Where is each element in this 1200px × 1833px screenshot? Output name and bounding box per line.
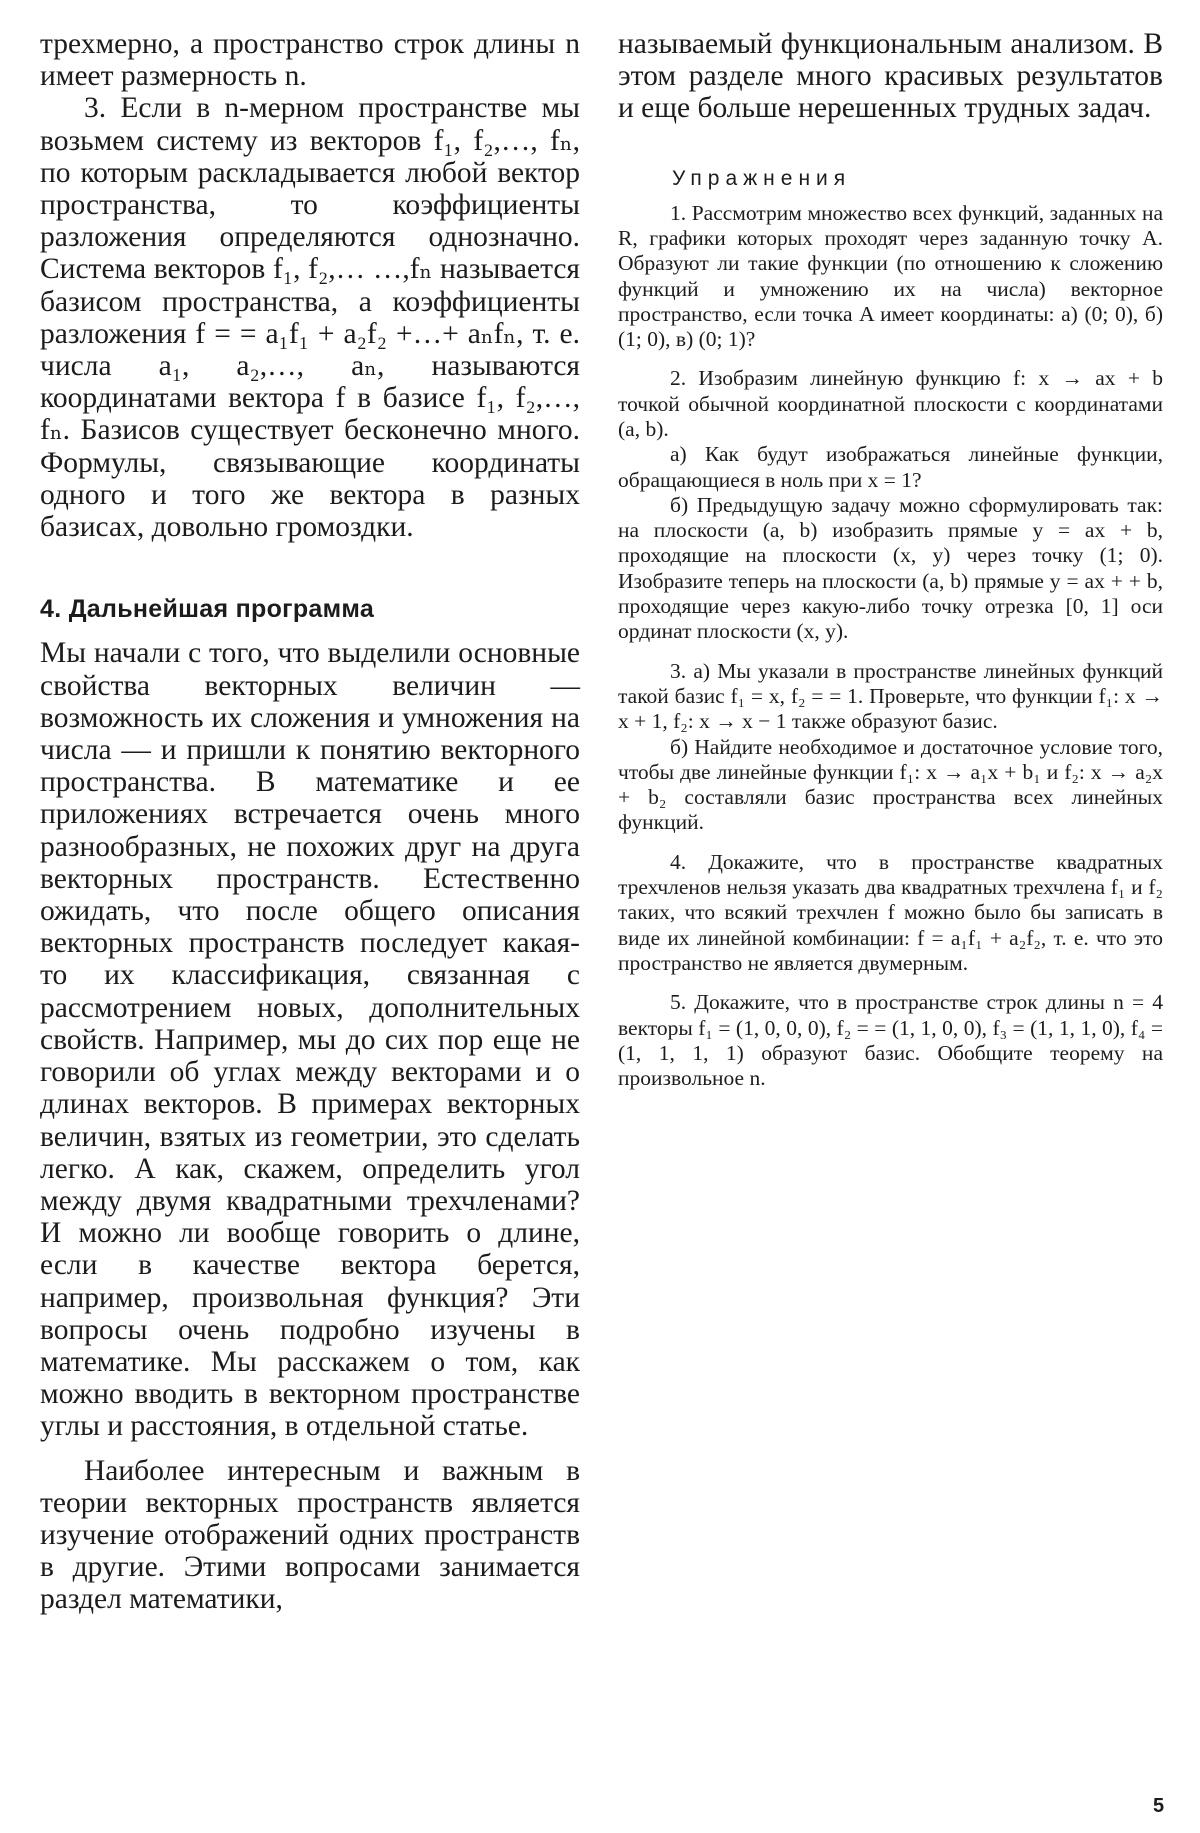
exercise-2b: б) Предыдущую задачу можно сформулировать так: на плоскости (a, b) изобразить прямые y = ax + b, проходящие на плоскости (x, y) через точку (1; 0). Изобразите теперь на плоскости (a, b) прямые y = ax + + b, проходящие через какую-либо точку отрезка [0, 1] оси ординат плоскости (x, y). (618, 492, 1163, 644)
left-column (40, 28, 580, 1616)
exercise-3a: 3. а) Мы указали в пространстве линейных функций такой базис f₁ = x, f₂ = = 1. Проверьте, что функции f₁: x → x + 1, f₂: x → x − 1 также образуют базис. (618, 658, 1163, 734)
right-column (618, 28, 1163, 1091)
exercise-2a: а) Как будут изображаться линейные функции, обращающиеся в ноль при x = 1? (618, 442, 1163, 492)
paragraph-basis: 3. Если в n-мерном пространстве мы возьмем систему из векторов f₁, f₂,…, fₙ, по которым раскладывается любой вектор пространства, то коэффициенты разложения определяются однозначно. Система векторов f₁, f₂,… …,fₙ называется базисом пространства, а коэффициенты разложения f = = a₁f₁ + a₂f₂ +…+ aₙfₙ, т. е. числа a₁, a₂,…, aₙ, называются координатами вектора f в базисе f₁, f₂,…, fₙ. Базисов существует бесконечно много. Формулы, связывающие координаты одного и того же вектора в разных базисах, довольно громоздки. (40, 92, 580, 544)
exercises-title: Упражнения (672, 166, 852, 190)
paragraph-mappings: Наиболее интересным и важным в теории векторных пространств является изучение отображений одних пространств в другие. Этими вопросами занимается раздел математики, (40, 1454, 580, 1616)
paragraph-dimension-end: трехмерно, а пространство строк длины n имеет размерность n. (40, 28, 580, 93)
exercise-2: 2. Изобразим линейную функцию f: x → ax + b точкой обычной координатной плоскости с координатами (a, b). (618, 366, 1163, 441)
page-number: 5 (1153, 1795, 1165, 1817)
exercise-4: 4. Докажите, что в пространстве квадратных трехчленов нельзя указать два квадратных трехчлена f₁ и f₂ таких, что всякий трехчлен f можно было бы записать в виде их линейной комбинации: f = a₁f₁ + a₂f₂, т. е. что это пространство не является двумерным. (618, 849, 1163, 975)
exercise-1: 1. Рассмотрим множество всех функций, заданных на R, графики которых проходят через заданную точку A. Образуют ли такие функции (по отношению к сложению функций и умножению их на числа) векторное пространство, если точка A имеет координаты: а) (0; 0), б) (1; 0), в) (0; 1)? (618, 200, 1163, 352)
exercise-3b: б) Найдите необходимое и достаточное условие того, чтобы две линейные функции f₁: x → a₁x + b₁ и f₂: x → a₂x + b₂ составляли базис пространства всех линейных функций. (618, 734, 1163, 835)
section-heading: 4. Дальнейшая программа (40, 595, 375, 624)
paragraph-functional-analysis: называемый функциональным анализом. В этом разделе много красивых результатов и еще больше нерешенных трудных задач. (618, 28, 1163, 125)
paragraph-program: Мы начали с того, что выделили основные свойства векторных величин — возможность их сложения и умножения на числа — и пришли к понятию векторного пространства. В математике и ее приложениях встречается очень много разнообразных, не похожих друг на друга векторных пространств. Естественно ожидать, что после общего описания векторных пространств последует какая-то их классификация, связанная с рассмотрением новых, дополнительных свойств. Например, мы до сих пор еще не говорили об углах между векторами и о длинах векторов. В примерах векторных величин, взятых из геометрии, это сделать легко. А как, скажем, определить угол между двумя квадратными трехчленами? И можно ли вообще говорить о длине, если в качестве вектора берется, например, произвольная функция? Эти вопросы очень подробно изучены в математике. Мы расскажем о том, как можно вводить в векторном пространстве углы и расстояния, в отдельной статье. (40, 637, 580, 1443)
exercise-5: 5. Докажите, что в пространстве строк длины n = 4 векторы f₁ = (1, 0, 0, 0), f₂ = = (1, 1, 0, 0), f₃ = (1, 1, 1, 0), f₄ = (1, 1, 1, 1) образуют базис. Обобщите теорему на произвольное n. (618, 990, 1163, 1091)
